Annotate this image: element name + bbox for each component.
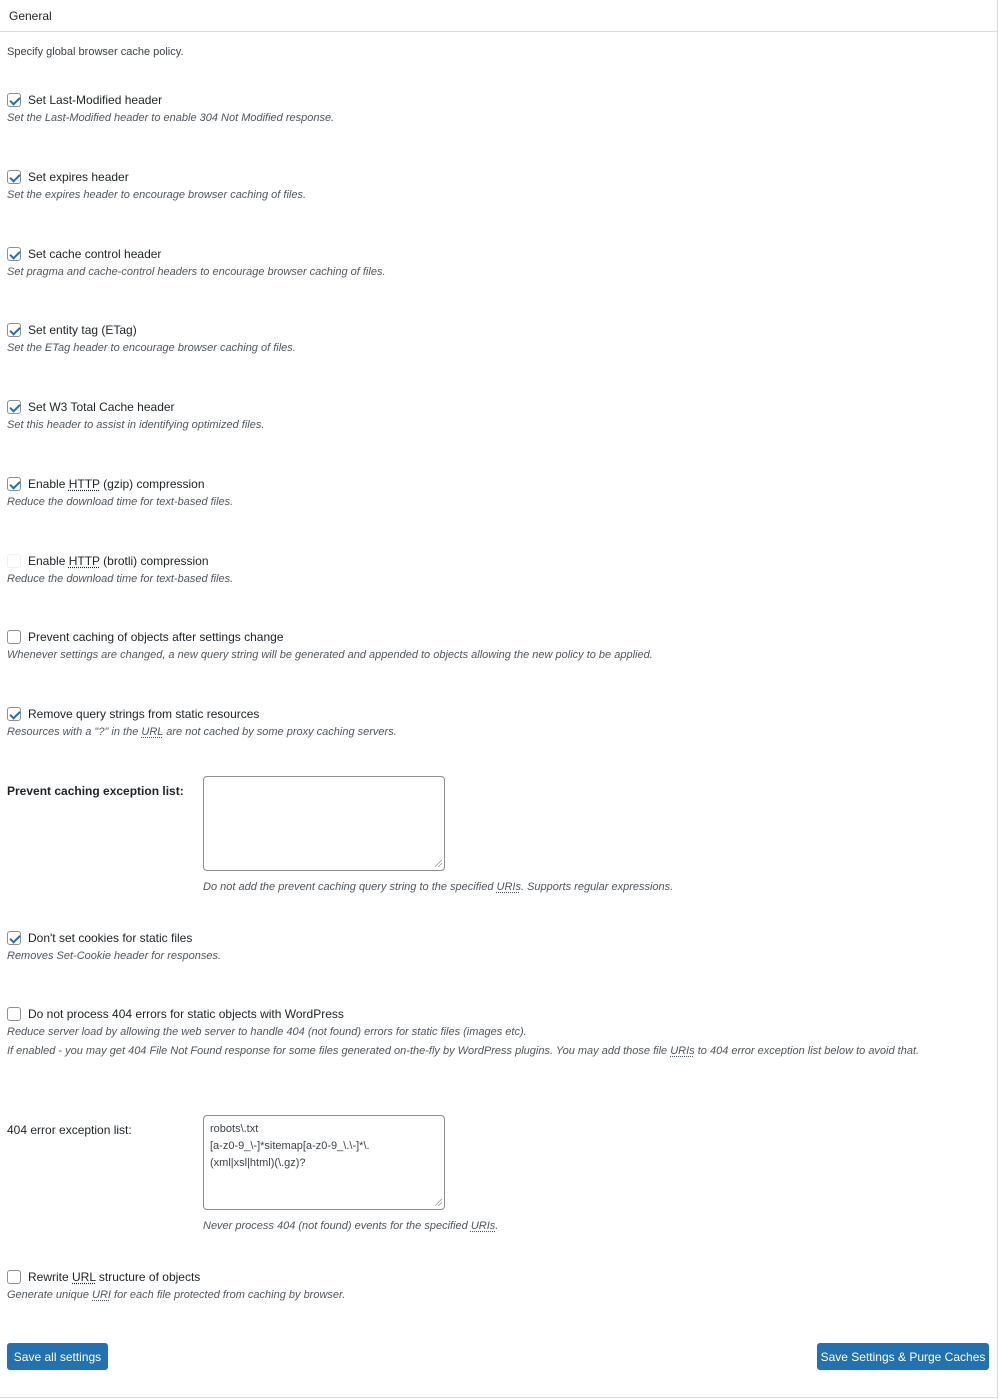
option-label[interactable]	[28, 1270, 200, 1284]
desc-prefix: Generate unique	[7, 1289, 93, 1301]
option-label[interactable]: Set expires header	[28, 170, 129, 184]
option-description	[7, 1289, 345, 1301]
w3tc-header-checkbox[interactable]	[7, 400, 21, 414]
option-remove-query-strings	[7, 706, 397, 738]
uri-abbr: URI	[92, 1289, 111, 1301]
label-suffix: (brotli) compression	[99, 554, 209, 568]
option-label[interactable]	[28, 477, 205, 491]
uris-abbr: URIs	[670, 1045, 695, 1057]
error404-exception-label: 404 error exception list:	[7, 1123, 132, 1137]
save-all-settings-button[interactable]: Save all settings	[7, 1343, 108, 1370]
resize-handle-icon[interactable]	[435, 860, 442, 867]
cache-control-checkbox[interactable]	[7, 247, 21, 261]
option-label[interactable]: Don't set cookies for static files	[28, 931, 193, 945]
option-description: Set the expires header to encourage browser caching of files.	[7, 189, 307, 201]
option-label[interactable]: Prevent caching of objects after settings change	[28, 630, 284, 644]
etag-checkbox[interactable]	[7, 323, 21, 337]
remove-query-strings-checkbox[interactable]	[7, 707, 21, 721]
panel-title: General	[0, 0, 997, 32]
option-brotli	[7, 553, 233, 585]
option-label[interactable]: Set cache control header	[28, 247, 162, 261]
url-abbr: URL	[141, 726, 164, 738]
prevent-exception-label: Prevent caching exception list:	[7, 784, 184, 798]
option-description: Whenever settings are changed, a new query string will be generated and appended to objects allowing the new policy to be applied.	[7, 649, 653, 661]
label-prefix: Rewrite	[28, 1270, 73, 1284]
option-description: Set this header to assist in identifying optimized files.	[7, 419, 265, 431]
option-label[interactable]: Set Last-Modified header	[28, 93, 163, 107]
error404-exception-textarea[interactable]: robots\.txt [a-z0-9_\-]*sitemap[a-z0-9_\.\-]*\. (xml|xsl|html)(\.gz)?	[203, 1115, 445, 1210]
option-description: Set the Last-Modified header to enable 304 Not Modified response.	[7, 112, 335, 124]
option-expires-header	[7, 169, 306, 201]
option-description: Set pragma and cache-control headers to encourage browser caching of files.	[7, 266, 386, 278]
option-label[interactable]: Remove query strings from static resources	[28, 707, 260, 721]
gzip-checkbox[interactable]	[7, 477, 21, 491]
panel-intro: Specify global browser cache policy.	[7, 46, 184, 58]
option-etag	[7, 322, 296, 354]
option-rewrite-url	[7, 1269, 345, 1301]
label-prefix: Enable	[28, 554, 69, 568]
prevent-exception-description	[203, 881, 673, 893]
no-cookies-checkbox[interactable]	[7, 931, 21, 945]
desc-suffix: are not cached by some proxy caching servers.	[163, 726, 397, 738]
option-description: Removes Set-Cookie header for responses.	[7, 950, 221, 962]
option-label[interactable]: Do not process 404 errors for static objects with WordPress	[28, 1007, 344, 1021]
uris-abbr: URIs	[470, 1220, 496, 1232]
option-description: Reduce server load by allowing the web server to handle 404 (not found) errors for static files (images etc).	[7, 1026, 527, 1038]
option-prevent-caching	[7, 629, 653, 661]
bottom-divider	[0, 1397, 998, 1398]
url-abbr: URL	[72, 1270, 96, 1284]
prevent-caching-checkbox[interactable]	[7, 630, 21, 644]
desc-prefix: Never process 404 (not found) events for the specified	[203, 1220, 471, 1232]
expires-header-checkbox[interactable]	[7, 170, 21, 184]
http-abbr: HTTP	[68, 554, 100, 568]
option-no-cookies	[7, 930, 221, 962]
http-abbr: HTTP	[68, 477, 100, 491]
save-and-purge-button[interactable]: Save Settings & Purge Caches	[817, 1343, 989, 1370]
resize-handle-icon[interactable]	[435, 1199, 442, 1206]
desc-suffix: . Supports regular expressions.	[520, 881, 674, 893]
option-label[interactable]: Set W3 Total Cache header	[28, 400, 175, 414]
option-description: Set the ETag header to encourage browser caching of files.	[7, 342, 296, 354]
prevent-exception-textarea[interactable]	[203, 776, 445, 871]
option-warning	[7, 1043, 967, 1060]
option-description: Reduce the download time for text-based files.	[7, 573, 234, 585]
desc-suffix: for each file protected from caching by browser.	[110, 1289, 346, 1301]
option-last-modified	[7, 92, 334, 124]
no-404-processing-checkbox[interactable]	[7, 1007, 21, 1021]
option-description: Reduce the download time for text-based files.	[7, 496, 234, 508]
option-gzip	[7, 476, 233, 508]
label-suffix: structure of objects	[95, 1270, 201, 1284]
option-w3tc-header	[7, 399, 264, 431]
option-no-404-processing	[7, 1006, 967, 1060]
warning-prefix: If enabled - you may get 404 File Not Found response for some files generated on-the-fly by WordPress plugins. You may add those file	[7, 1045, 671, 1057]
rewrite-url-checkbox[interactable]	[7, 1270, 21, 1284]
desc-prefix: Resources with a "?" in the	[7, 726, 142, 738]
desc-prefix: Do not add the prevent caching query string to the specified	[203, 881, 497, 893]
option-label[interactable]	[28, 554, 209, 568]
last-modified-checkbox[interactable]	[7, 93, 21, 107]
option-cache-control	[7, 246, 386, 278]
warning-suffix: to 404 error exception list below to avoid that.	[694, 1045, 920, 1057]
uris-abbr: URIs	[496, 881, 521, 893]
label-suffix: (gzip) compression	[99, 477, 205, 491]
brotli-checkbox[interactable]	[7, 554, 21, 568]
label-prefix: Enable	[28, 477, 69, 491]
desc-suffix: .	[495, 1220, 499, 1232]
option-description	[7, 726, 397, 738]
error404-exception-description	[203, 1220, 498, 1232]
option-label[interactable]: Set entity tag (ETag)	[28, 323, 137, 337]
